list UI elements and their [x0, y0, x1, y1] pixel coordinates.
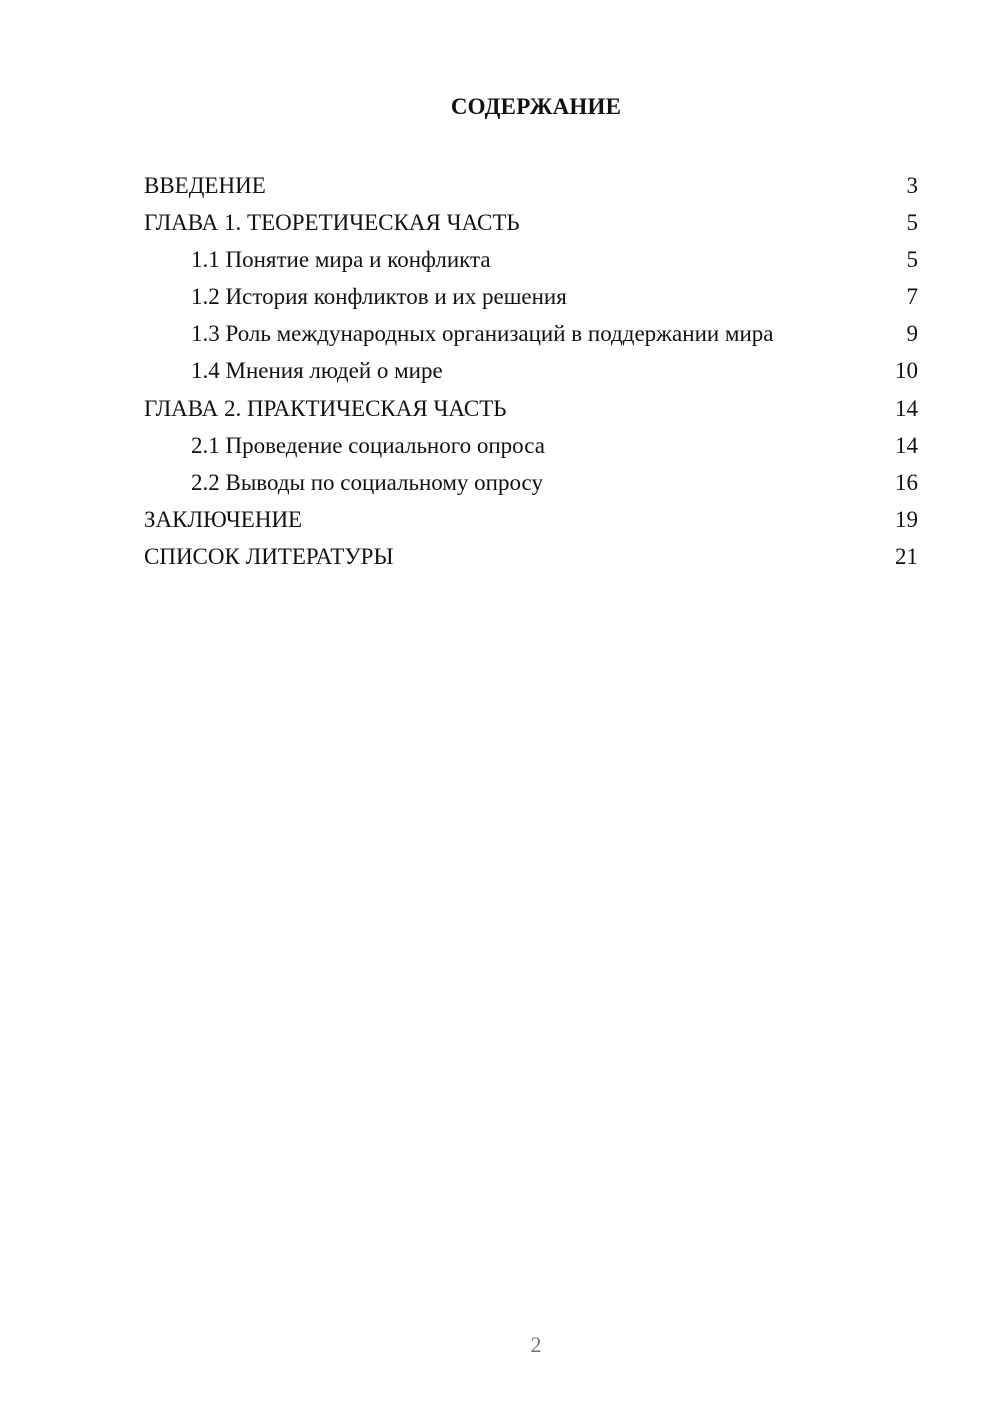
toc-entry-page: 10 [895, 358, 918, 384]
toc-entry-label: 1.4 Мнения людей о мире [191, 358, 443, 384]
toc-entry-label: 1.1 Понятие мира и конфликта [191, 247, 491, 273]
toc-entry-label: ЗАКЛЮЧЕНИЕ [144, 506, 303, 532]
toc-entry-section-1-3 [144, 315, 918, 352]
toc-entry-page: 19 [895, 506, 918, 532]
toc-entry-label: ГЛАВА 2. ПРАКТИЧЕСКАЯ ЧАСТЬ [144, 395, 507, 421]
toc-entry-introduction [144, 167, 918, 204]
toc-entry-label: СПИСОК ЛИТЕРАТУРЫ [144, 543, 394, 569]
toc-entry-references [144, 538, 918, 575]
toc-entry-section-2-2 [144, 464, 918, 501]
toc-entry-page: 5 [906, 247, 918, 273]
toc-entry-label: 1.3 Роль международных организаций в поддержании мира [191, 321, 774, 347]
toc-entry-conclusion [144, 501, 918, 538]
toc-entry-label: 2.2 Выводы по социальному опросу [191, 469, 543, 495]
toc-entry-section-1-2 [144, 278, 918, 315]
toc-entry-page: 7 [906, 284, 918, 310]
toc-title: СОДЕРЖАНИЕ [450, 94, 622, 119]
toc-entry-page: 9 [906, 321, 918, 347]
toc-entry-chapter-1 [144, 204, 918, 241]
toc-entry-page: 16 [895, 469, 918, 495]
toc-entry-label: 1.2 История конфликтов и их решения [191, 284, 567, 310]
toc-entry-section-2-1 [144, 427, 918, 464]
toc-entry-chapter-2 [144, 390, 918, 427]
table-of-contents [144, 167, 918, 575]
toc-entry-section-1-4 [144, 352, 918, 389]
toc-entry-label: 2.1 Проведение социального опроса [191, 432, 545, 458]
toc-entry-page: 14 [895, 395, 918, 421]
toc-entry-page: 5 [906, 210, 918, 236]
toc-entry-label: ВВЕДЕНИЕ [144, 173, 266, 198]
toc-entry-page: 3 [906, 173, 918, 198]
toc-entry-page: 14 [895, 432, 918, 458]
toc-entry-label: ГЛАВА 1. ТЕОРЕТИЧЕСКАЯ ЧАСТЬ [144, 210, 520, 236]
page-number: 2 [530, 1332, 542, 1357]
toc-entry-section-1-1 [144, 241, 918, 278]
toc-entry-page: 21 [895, 543, 918, 569]
